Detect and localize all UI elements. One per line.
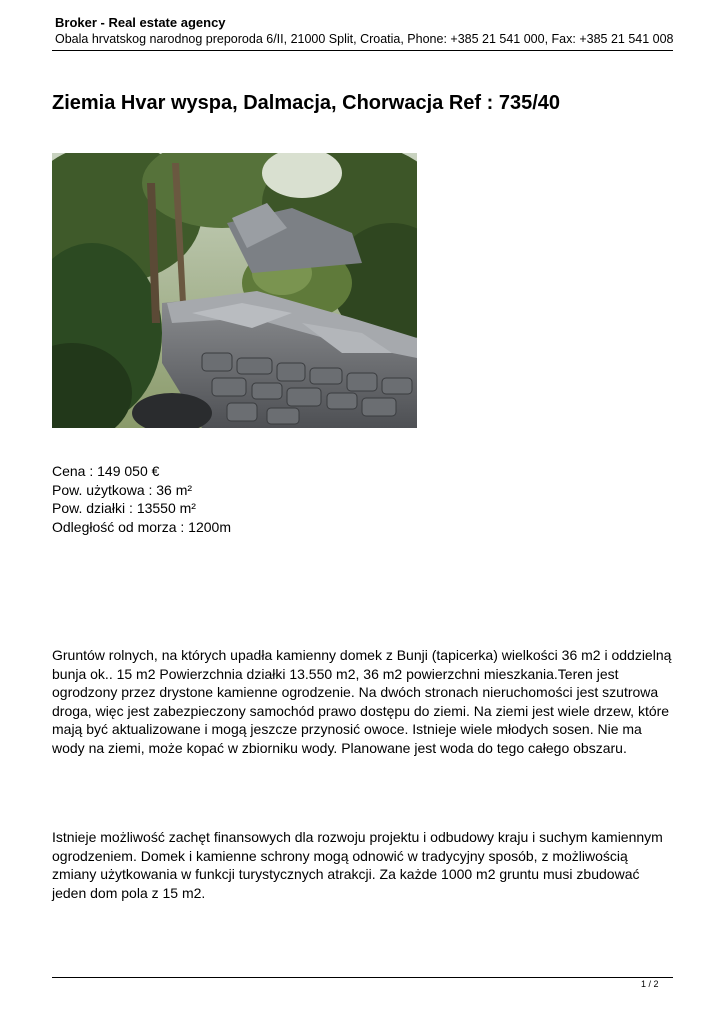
header-divider — [52, 50, 673, 51]
page-number: 1 / 2 — [641, 979, 659, 989]
footer-divider — [52, 977, 673, 978]
agency-name: Broker - Real estate agency — [55, 15, 226, 30]
description-paragraph-2: Istnieje możliwość zachęt finansowych dla rozwoju projektu i odbudowy kraju i suchym kamiennym ogrodzeniem. Domek i kamienne schrony mogą odnowić w tradycyjny sposób, z możliwością zmiany użytkowania w funkcji turystycznych atrakcji. Za każde 1000 m2 gruntu musi zbudować jeden dom pola z 15 m2. — [52, 829, 663, 901]
sea-distance: Odległość od morza : 1200m — [52, 518, 231, 535]
plot-area: Pow. działki : 13550 m² — [52, 500, 196, 516]
description-paragraph-1: Gruntów rolnych, na których upadła kamienny domek z Bunji (tapicerka) wielkości 36 m2 i oddzielną bunja ok.. 15 m2 Powierzchnia działki 13.550 m2, 36 m2 powierzchni mieszkania.Teren jest ogrodzony przez drystone kamienne ogrodzenie. Na dwóch stronach nieruchomości jest szutrowa droga, więc jest zabezpieczony samochód prawo dostępu do ziemi. Na ziemi jest wiele drzew, które mają być aktualizowane i mogą jeszcze przynosić owoce. Istnieje wiele młodych sosen. Nie ma wody na ziemi, może kopać w zbiorniku wody. Planowane jest woda do tego całego obszaru. — [52, 647, 672, 756]
agency-address: Obala hrvatskog narodnog preporoda 6/II, 21000 Split, Croatia, Phone: +385 21 541 000, Fax: +385 21 541 008 — [55, 32, 674, 46]
usable-area: Pow. użytkowa : 36 m² — [52, 481, 193, 498]
price: Cena : 149 050 € — [52, 463, 160, 479]
property-photo — [52, 153, 417, 428]
property-facts — [52, 462, 231, 536]
page-title: Ziemia Hvar wyspa, Dalmacja, Chorwacja Ref : 735/40 — [52, 92, 561, 114]
document-header — [55, 15, 675, 47]
